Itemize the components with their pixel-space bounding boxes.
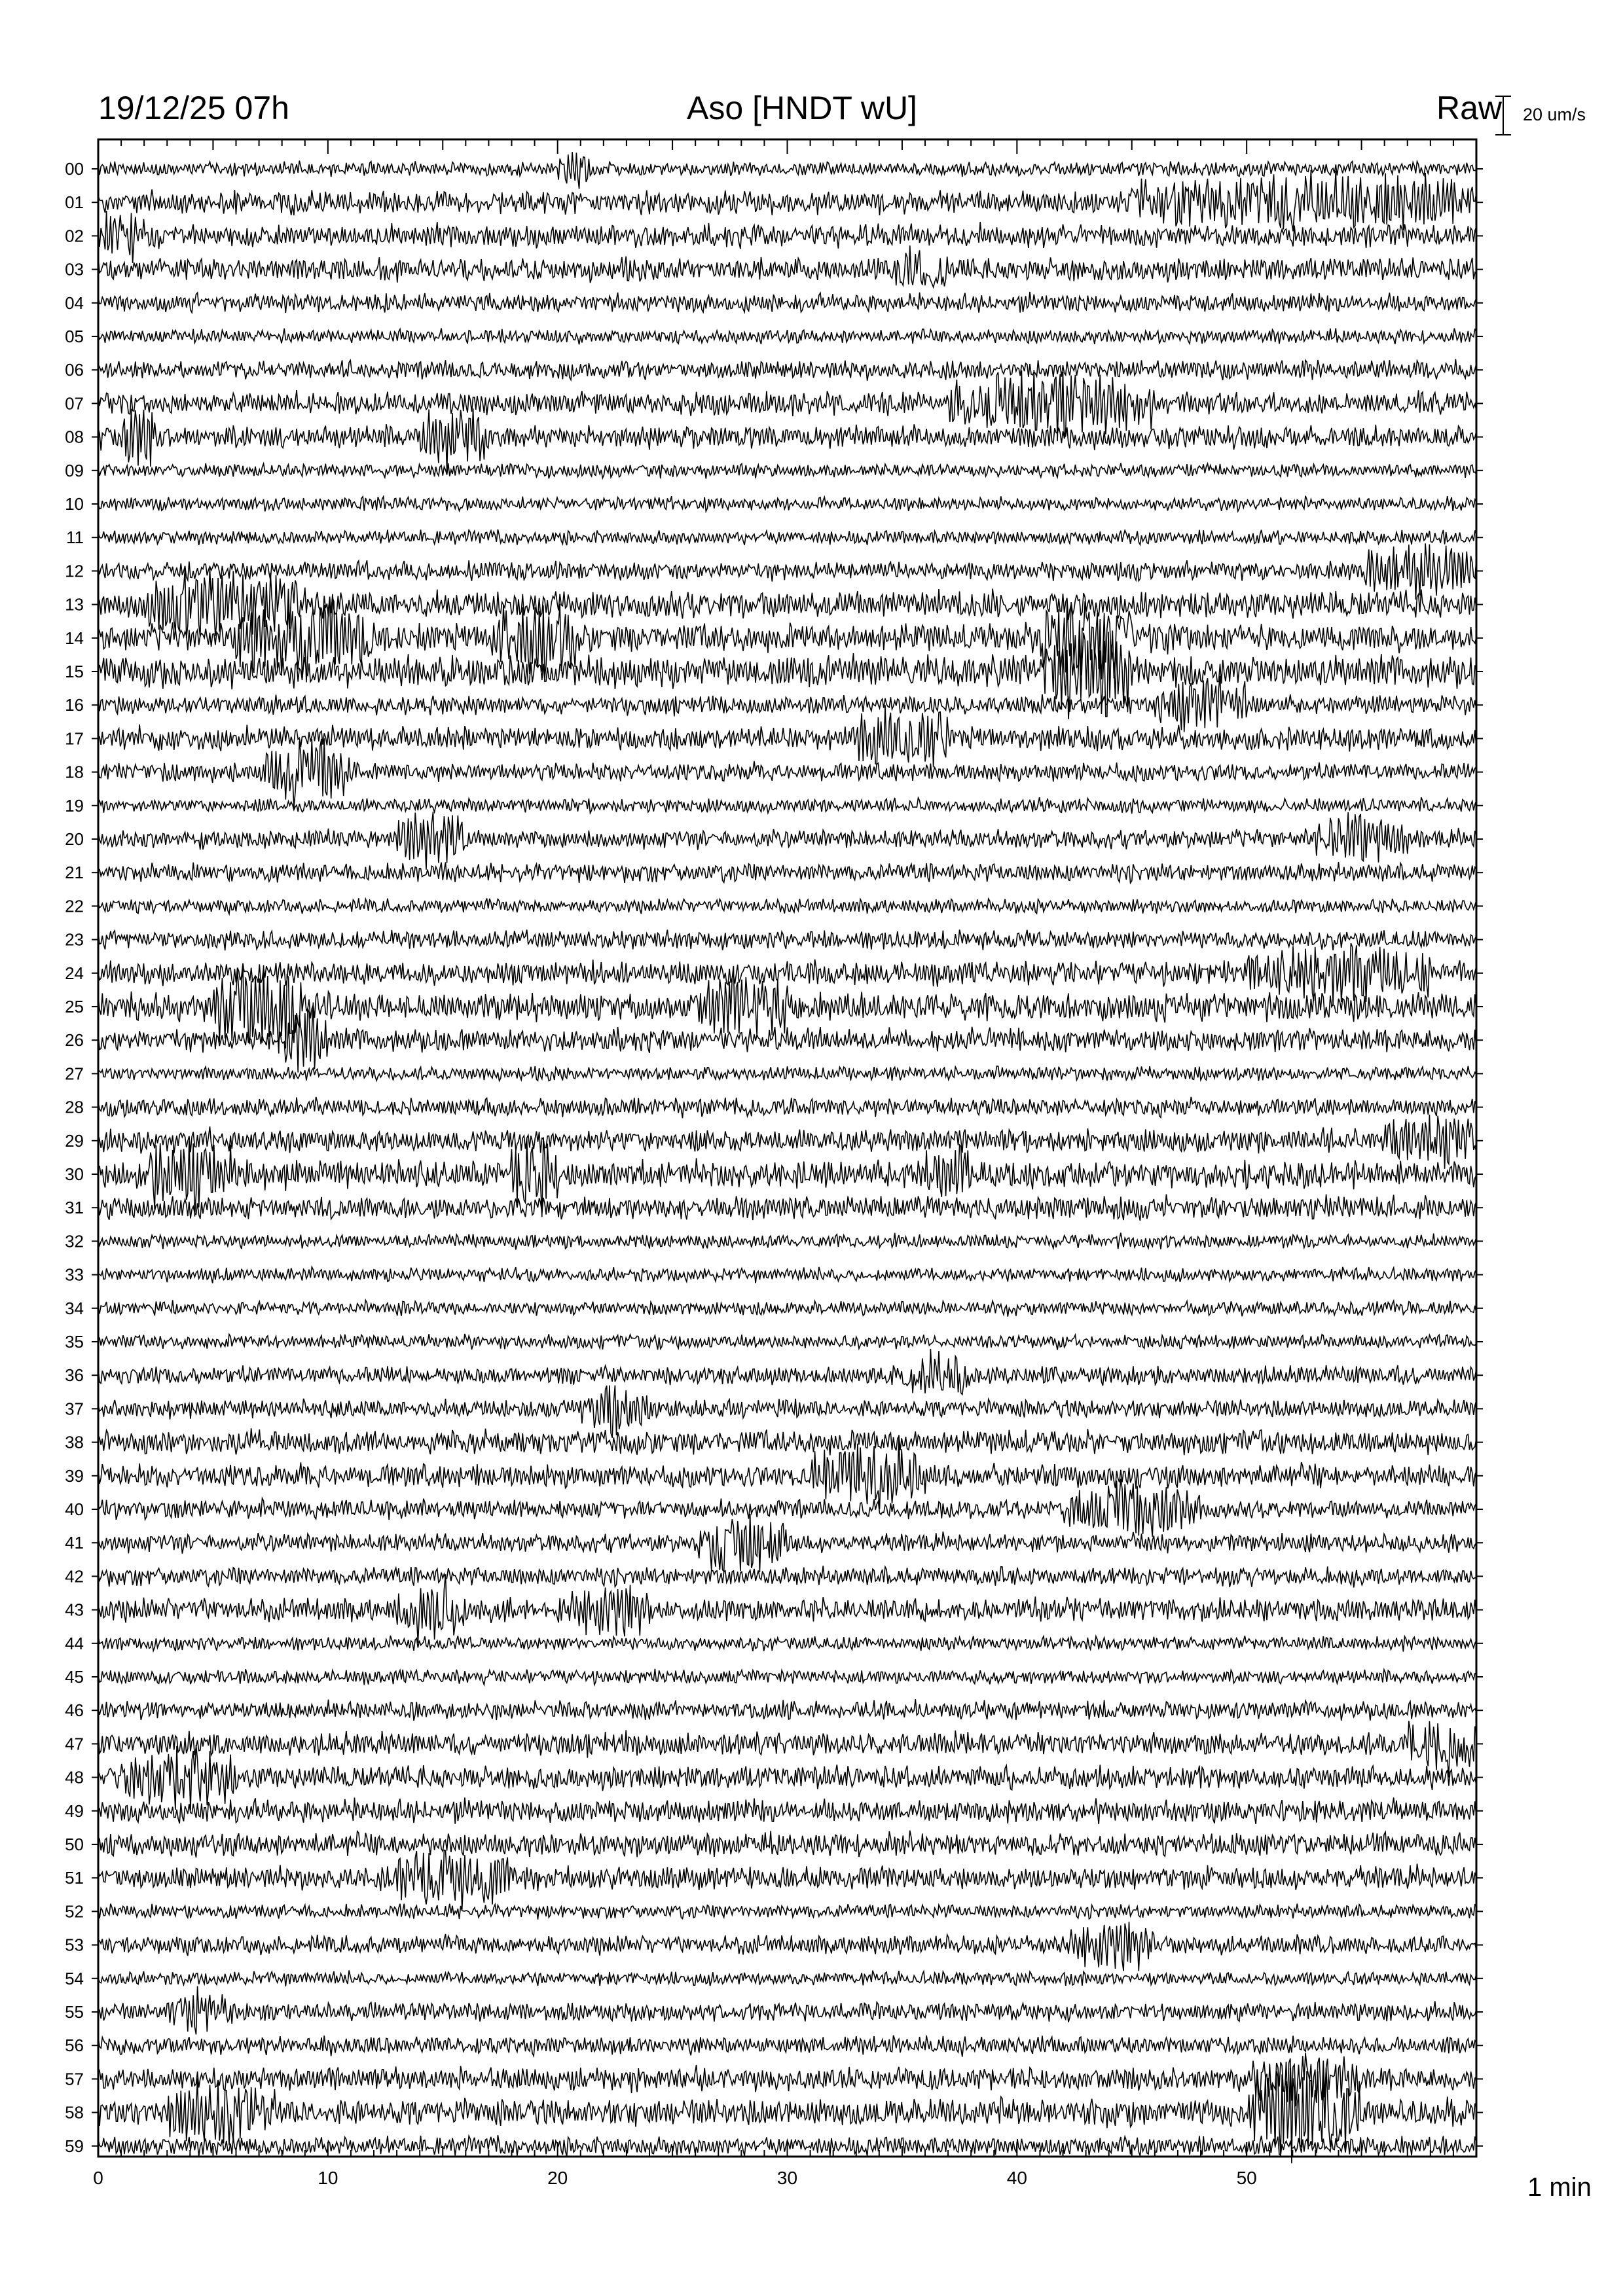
- row-labels: [65, 159, 1483, 2156]
- row-label-25: 25: [65, 997, 84, 1016]
- trace-row-36: [98, 1349, 1476, 1395]
- trace-row-08: [98, 408, 1476, 472]
- row-label-39: 39: [65, 1465, 84, 1486]
- trace-row-39: [98, 1435, 1476, 1510]
- row-label-52: 52: [65, 1901, 84, 1922]
- row-label-31: 31: [65, 1198, 84, 1218]
- trace-row-49: [98, 1797, 1476, 1824]
- trace-row-29: [98, 1115, 1476, 1169]
- trace-row-10: [98, 496, 1476, 512]
- row-label-24: 24: [65, 963, 84, 983]
- row-label-07: 07: [65, 393, 84, 414]
- trace-group: [98, 152, 1476, 2163]
- trace-row-47: [98, 1721, 1476, 1777]
- trace-row-50: [98, 1831, 1476, 1857]
- trace-row-19: [98, 797, 1476, 814]
- trace-row-09: [98, 463, 1476, 478]
- row-label-47: 47: [65, 1734, 84, 1754]
- row-label-14: 14: [65, 628, 84, 648]
- row-label-43: 43: [65, 1600, 84, 1620]
- row-label-48: 48: [65, 1767, 84, 1787]
- trace-row-55: [98, 1986, 1476, 2035]
- amplitude-scale-label: 20 um/s: [1523, 105, 1586, 124]
- row-label-20: 20: [65, 829, 84, 849]
- trace-row-51: [98, 1850, 1476, 1910]
- row-label-45: 45: [65, 1667, 84, 1687]
- row-label-09: 09: [65, 460, 84, 480]
- date-hour-label: 19/12/25 07h: [98, 90, 289, 126]
- row-label-41: 41: [65, 1533, 84, 1553]
- row-label-37: 37: [65, 1399, 84, 1419]
- row-label-22: 22: [65, 896, 84, 916]
- trace-row-02: [98, 211, 1476, 263]
- trace-row-05: [98, 329, 1476, 345]
- row-label-06: 06: [65, 360, 84, 380]
- row-label-05: 05: [65, 327, 84, 346]
- row-label-53: 53: [65, 1935, 84, 1955]
- trace-row-46: [98, 1699, 1476, 1721]
- trace-row-32: [98, 1233, 1476, 1250]
- row-label-36: 36: [65, 1365, 84, 1386]
- x-tick-label: 30: [776, 2168, 798, 2188]
- row-label-38: 38: [65, 1432, 84, 1452]
- row-label-23: 23: [65, 929, 84, 950]
- row-label-58: 58: [65, 2102, 84, 2123]
- x-tick-label: 50: [1236, 2168, 1257, 2188]
- trace-row-20: [98, 812, 1476, 869]
- trace-row-01: [98, 170, 1476, 232]
- row-label-21: 21: [65, 863, 84, 883]
- row-label-10: 10: [65, 494, 84, 514]
- trace-row-16: [98, 676, 1476, 732]
- row-label-11: 11: [66, 528, 84, 548]
- trace-row-56: [98, 2036, 1476, 2057]
- row-label-01: 01: [65, 192, 84, 213]
- x-unit-label: 1 min: [1527, 2173, 1592, 2202]
- trace-row-34: [98, 1300, 1476, 1317]
- row-label-55: 55: [65, 2002, 84, 2022]
- mode-label: Raw: [1436, 90, 1502, 126]
- row-label-08: 08: [65, 427, 84, 447]
- row-label-03: 03: [65, 259, 84, 279]
- trace-row-35: [98, 1334, 1476, 1350]
- row-label-57: 57: [65, 2069, 84, 2089]
- row-label-18: 18: [65, 762, 84, 782]
- trace-row-26: [98, 1003, 1476, 1073]
- row-label-26: 26: [65, 1030, 84, 1050]
- row-label-44: 44: [65, 1633, 84, 1653]
- x-tick-label: 20: [547, 2168, 568, 2188]
- trace-row-48: [98, 1745, 1476, 1810]
- trace-row-42: [98, 1566, 1476, 1587]
- row-label-40: 40: [65, 1499, 84, 1519]
- trace-row-27: [98, 1066, 1476, 1081]
- trace-row-22: [98, 898, 1476, 914]
- trace-row-52: [98, 1904, 1476, 1920]
- row-label-04: 04: [65, 293, 84, 313]
- row-label-16: 16: [65, 695, 84, 715]
- row-label-12: 12: [65, 561, 84, 581]
- row-label-54: 54: [65, 1968, 84, 1988]
- trace-row-06: [98, 359, 1476, 381]
- row-label-35: 35: [65, 1332, 84, 1352]
- trace-row-37: [98, 1386, 1476, 1438]
- row-label-15: 15: [65, 662, 84, 681]
- row-label-30: 30: [65, 1164, 84, 1184]
- row-label-49: 49: [65, 1801, 84, 1821]
- row-label-27: 27: [65, 1064, 84, 1084]
- trace-row-38: [98, 1428, 1476, 1455]
- x-tick-label: 10: [318, 2168, 338, 2188]
- row-label-33: 33: [65, 1265, 84, 1285]
- x-tick-label: 0: [93, 2168, 103, 2188]
- trace-row-04: [98, 292, 1476, 313]
- row-label-34: 34: [65, 1298, 84, 1318]
- row-label-28: 28: [65, 1097, 84, 1117]
- row-label-17: 17: [65, 728, 84, 749]
- trace-row-31: [98, 1194, 1476, 1221]
- row-label-29: 29: [65, 1130, 84, 1151]
- row-label-42: 42: [65, 1566, 84, 1587]
- trace-row-40: [98, 1479, 1476, 1537]
- row-label-19: 19: [65, 795, 84, 816]
- trace-row-41: [98, 1514, 1476, 1572]
- trace-row-53: [98, 1922, 1476, 1971]
- row-label-00: 00: [65, 159, 84, 179]
- trace-row-11: [98, 529, 1476, 545]
- row-label-46: 46: [65, 1700, 84, 1721]
- trace-row-18: [98, 738, 1476, 808]
- row-label-13: 13: [65, 594, 84, 615]
- station-title: Aso [HNDT wU]: [687, 90, 917, 126]
- row-label-50: 50: [65, 1835, 84, 1854]
- trace-row-03: [98, 245, 1476, 287]
- row-label-56: 56: [65, 2036, 84, 2056]
- row-label-59: 59: [65, 2136, 84, 2156]
- trace-row-23: [98, 929, 1476, 950]
- trace-row-54: [98, 1970, 1476, 1986]
- trace-row-21: [98, 862, 1476, 883]
- trace-row-28: [98, 1097, 1476, 1119]
- x-tick-label: 40: [1006, 2168, 1027, 2188]
- row-label-32: 32: [65, 1231, 84, 1251]
- row-label-02: 02: [65, 226, 84, 246]
- trace-row-45: [98, 1669, 1476, 1685]
- plot-frame: [98, 139, 1476, 2157]
- trace-row-33: [98, 1267, 1476, 1283]
- trace-row-43: [98, 1574, 1476, 1643]
- trace-row-44: [98, 1636, 1476, 1652]
- row-label-51: 51: [65, 1868, 84, 1888]
